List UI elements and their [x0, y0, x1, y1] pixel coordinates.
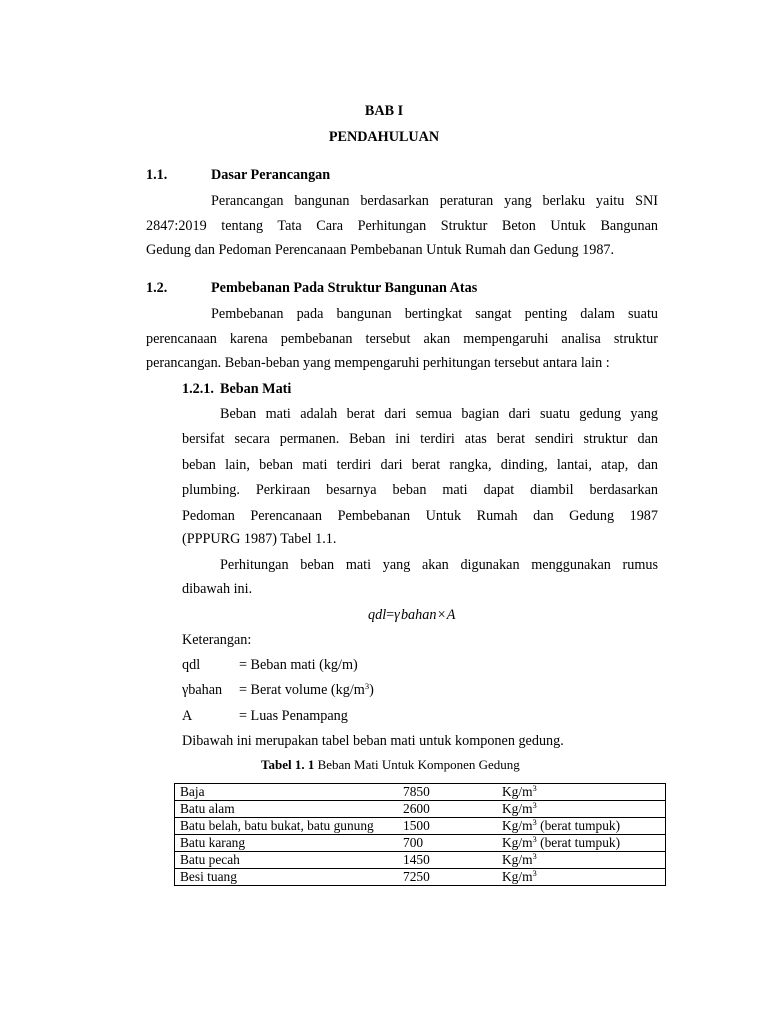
unit-cell: $Kg/m^3$: [497, 784, 666, 801]
value-cell: 700: [398, 835, 497, 852]
dead-load-line: beban lain, beban mati terdiri dari berat rangka, dinding, lantai, atap, dan: [182, 457, 658, 473]
formula-intro-line: dibawah ini.: [182, 581, 253, 597]
material-cell: Baja: [175, 784, 399, 801]
definition-desc: = Berat volume $(kg/m^3)$: [239, 681, 374, 698]
unit-cell: $Kg/m^3$ (berat tumpuk): [497, 835, 666, 852]
section-1-2-title: Pembebanan Pada Struktur Bangunan Atas: [211, 280, 478, 296]
section-1-1-line: Gedung dan Pedoman Perencanaan Pembebanan Untuk Rumah dan Gedung 1987.: [146, 242, 615, 258]
table-caption: Tabel 1. 1 Beban Mati Untuk Komponen Gedung: [261, 757, 520, 772]
table-row: [175, 801, 666, 818]
value-cell: 1450: [398, 852, 497, 869]
table-row: [175, 852, 666, 869]
table-row: [175, 835, 666, 852]
dead-load-line: (PPPURG 1987) Tabel 1.1.: [182, 531, 337, 547]
table-row: [175, 784, 666, 801]
definition-desc: = Luas Penampang: [239, 708, 348, 724]
unit-cell: $Kg/m^3$ (berat tumpuk): [497, 818, 666, 835]
dead-load-table: [174, 783, 666, 886]
material-cell: Batu alam: [175, 801, 399, 818]
material-cell: Batu pecah: [175, 852, 399, 869]
value-cell: 7250: [398, 869, 497, 886]
section-1-1-number: 1.1.: [146, 167, 168, 183]
section-1-1-line: Perancangan bangunan berdasarkan peraturan yang berlaku yaitu SNI: [211, 193, 658, 209]
section-1-2-line: perancangan. Beban-beban yang mempengaruhi perhitungan tersebut antara lain :: [146, 355, 610, 371]
section-1-2-number: 1.2.: [146, 280, 168, 296]
section-1-2-line: perencanaan karena pembebanan tersebut akan mempengaruhi analisa struktur: [146, 331, 658, 347]
unit-cell: $Kg/m^3$: [497, 852, 666, 869]
material-cell: Besi tuang: [175, 869, 399, 886]
dead-load-formula: qdl=γ bahan × A: [368, 607, 456, 623]
table-row: [175, 869, 666, 886]
chapter-title: PENDAHULUAN: [328, 129, 440, 145]
definition-desc: = Beban mati (kg/m): [239, 657, 358, 673]
section-1-2-1-number: 1.2.1.: [182, 381, 214, 397]
definition-term: qdl: [182, 657, 201, 673]
chapter-label: BAB I: [364, 103, 404, 119]
section-1-1-title: Dasar Perancangan: [211, 167, 331, 183]
table-intro: Dibawah ini merupakan tabel beban mati untuk komponen gedung.: [182, 733, 564, 749]
value-cell: 2600: [398, 801, 497, 818]
value-cell: 7850: [398, 784, 497, 801]
formula-intro-line: Perhitungan beban mati yang akan digunakan menggunakan rumus: [220, 557, 658, 573]
dead-load-line: Beban mati adalah berat dari semua bagian dari suatu gedung yang: [220, 406, 658, 422]
definition-term: A: [182, 708, 193, 724]
unit-cell: $Kg/m^3$: [497, 869, 666, 886]
section-1-2-line: Pembebanan pada bangunan bertingkat sangat penting dalam suatu: [211, 306, 658, 322]
dead-load-line: bersifat secara permanen. Beban ini terdiri atas berat sendiri struktur dan: [182, 431, 658, 447]
dead-load-line: Pedoman Perencanaan Pembebanan Untuk Rumah dan Gedung 1987: [182, 508, 658, 524]
section-1-1-line: 2847:2019 tentang Tata Cara Perhitungan Struktur Beton Untuk Bangunan: [146, 218, 658, 234]
section-1-2-1-title: Beban Mati: [220, 381, 292, 397]
unit-cell: $Kg/m^3$: [497, 801, 666, 818]
material-cell: Batu karang: [175, 835, 399, 852]
definition-term: γbahan: [182, 682, 223, 698]
dead-load-line: plumbing. Perkiraan besarnya beban mati dapat diambil berdasarkan: [182, 482, 658, 498]
table-row: [175, 818, 666, 835]
value-cell: 1500: [398, 818, 497, 835]
keterangan-label: Keterangan:: [182, 632, 252, 648]
material-cell: Batu belah, batu bukat, batu gunung: [175, 818, 399, 835]
